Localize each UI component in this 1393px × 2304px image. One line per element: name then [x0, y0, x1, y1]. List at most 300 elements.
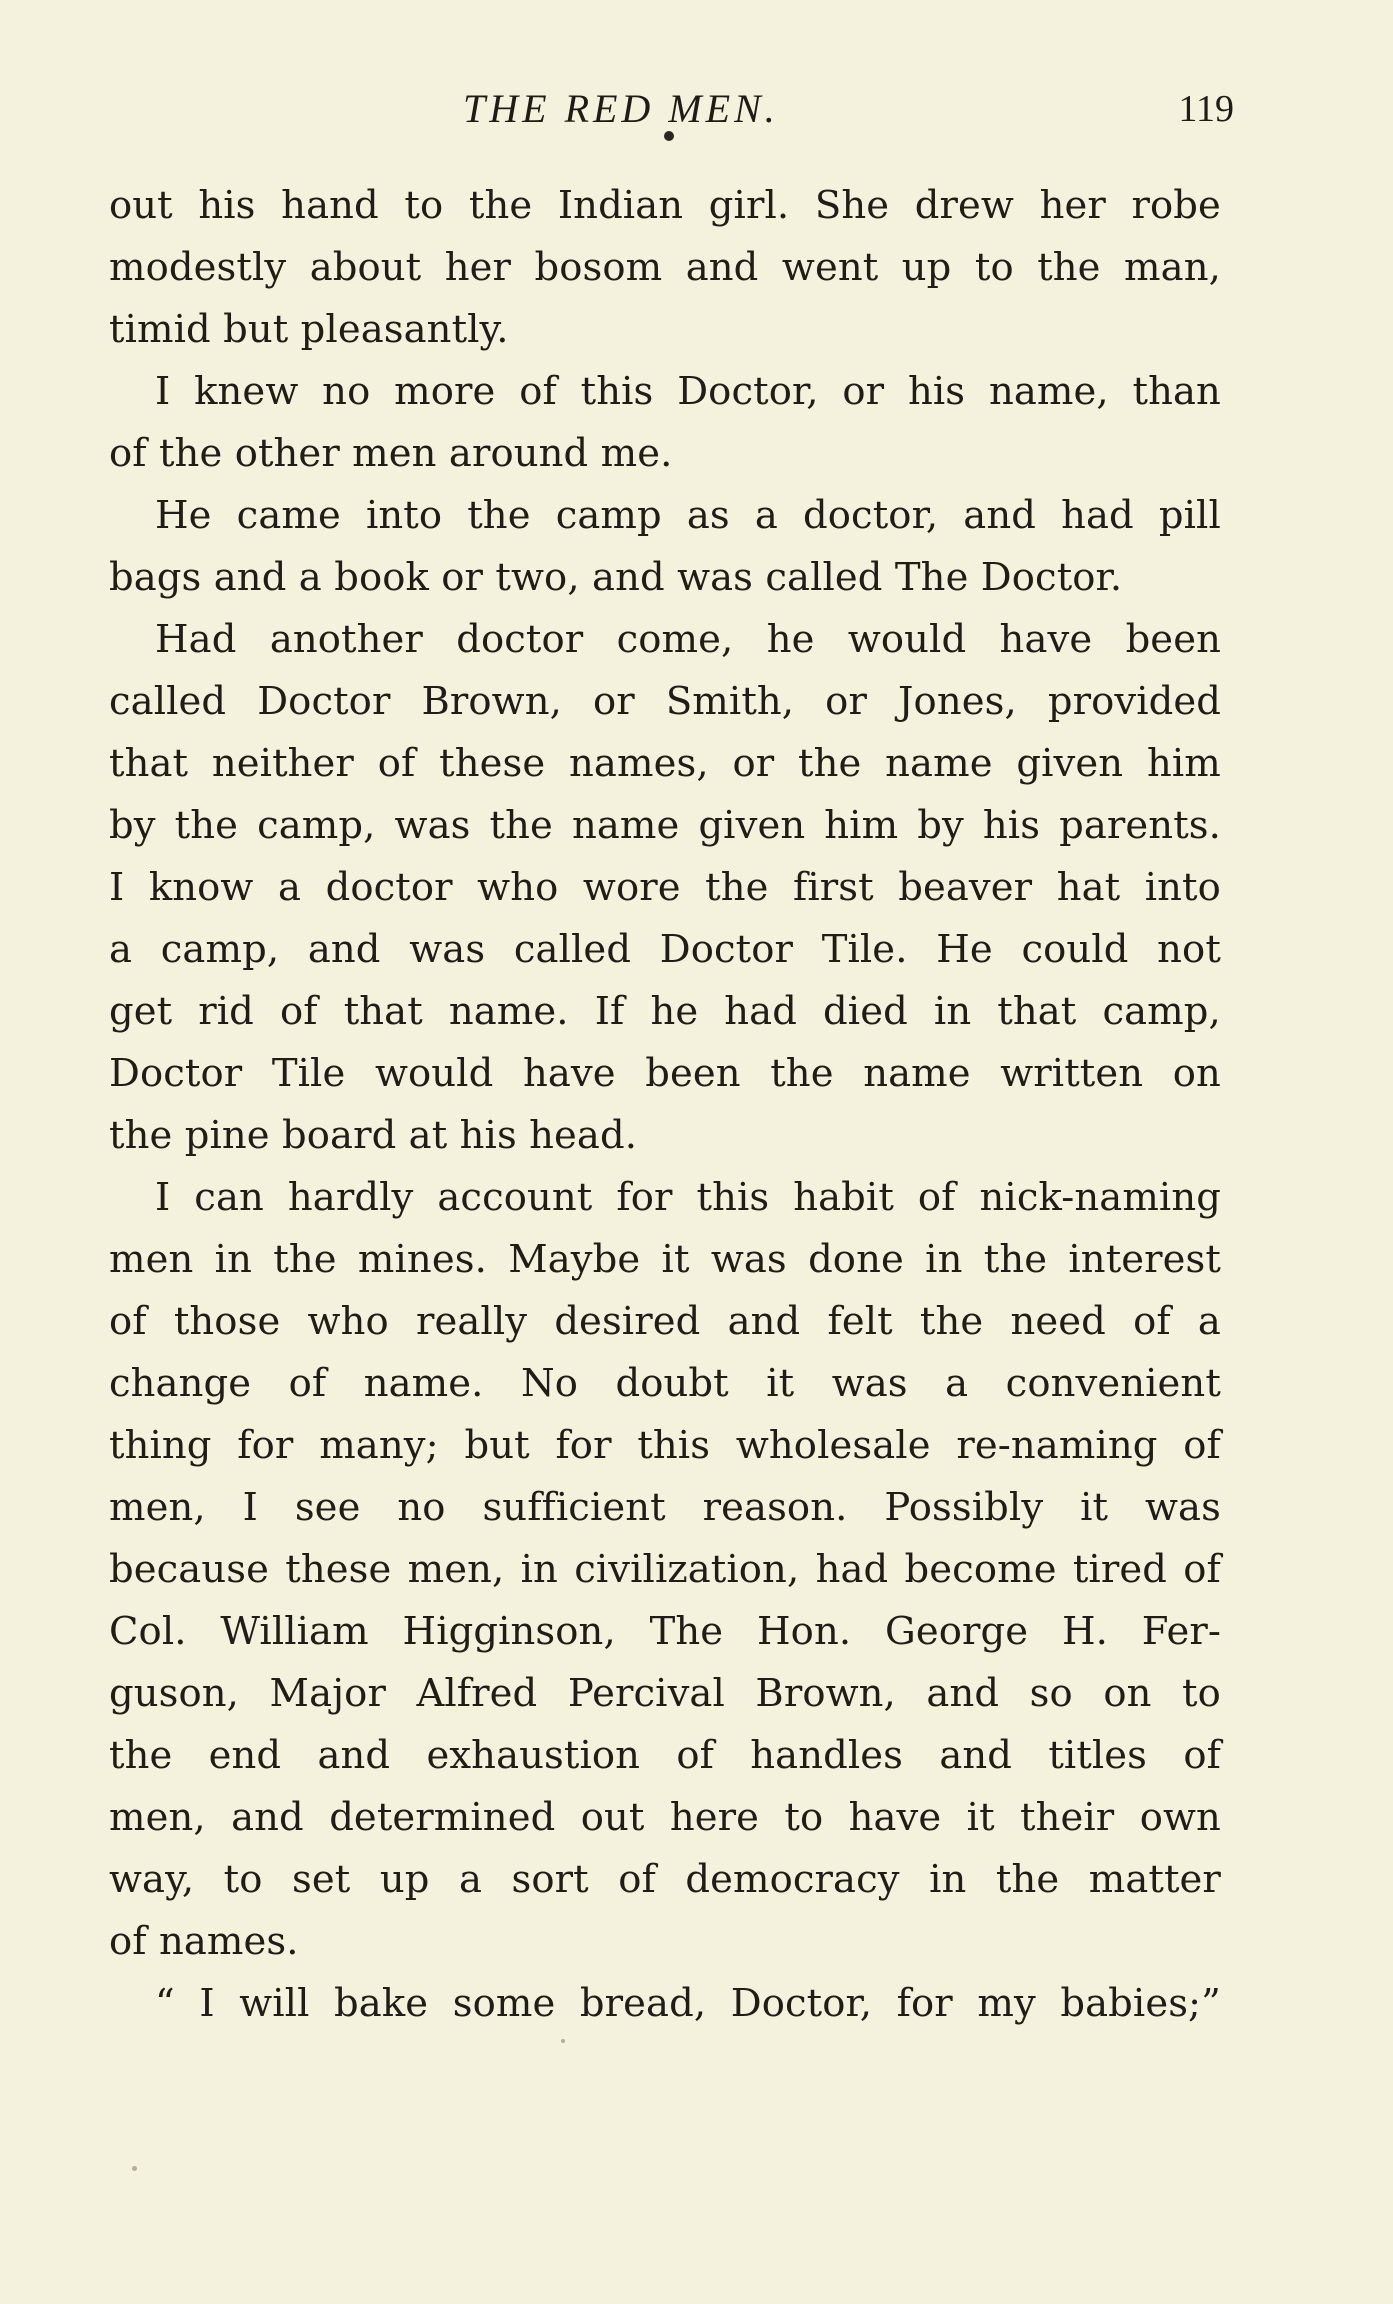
running-head — [463, 84, 1234, 134]
text-word: or — [441, 555, 484, 600]
text-word: head. — [529, 1113, 638, 1158]
text-word: the — [174, 803, 239, 848]
text-word: this — [637, 1423, 711, 1468]
text-word: need — [1010, 1299, 1106, 1344]
text-word: exhaustion — [426, 1733, 641, 1778]
text-word: name. — [363, 1361, 484, 1406]
text-word: pine — [184, 1113, 270, 1158]
text-word: have — [522, 1051, 616, 1096]
text-line — [109, 1229, 1221, 1291]
text-word: guson, — [109, 1671, 240, 1716]
text-word: at — [408, 1113, 448, 1158]
text-word: No — [520, 1361, 579, 1406]
text-word: girl. — [708, 183, 790, 228]
text-word: because — [109, 1547, 269, 1592]
text-word: Smith, — [665, 679, 795, 724]
text-word: democracy — [685, 1857, 900, 1902]
text-word: bags — [109, 555, 202, 600]
text-word: handles — [750, 1733, 904, 1778]
paper-speck — [561, 2039, 565, 2043]
text-word: and — [231, 1795, 304, 1840]
text-word: about — [309, 245, 422, 290]
text-word: on — [1172, 1051, 1221, 1096]
text-word: account — [437, 1175, 593, 1220]
text-word: that — [343, 989, 423, 1034]
text-line — [109, 1663, 1221, 1725]
text-word: He — [155, 493, 212, 538]
text-word: to — [1182, 1671, 1221, 1716]
text-word: Tile — [271, 1051, 346, 1096]
text-word: around — [448, 431, 589, 476]
text-word: Higginson, — [402, 1609, 616, 1654]
text-word: in — [929, 1857, 967, 1902]
text-word: my — [977, 1981, 1036, 2026]
text-line — [109, 671, 1221, 733]
text-word: him — [1146, 741, 1221, 786]
text-word: I — [155, 369, 171, 414]
text-line — [109, 1167, 1221, 1229]
text-line — [109, 1415, 1221, 1477]
text-word: for — [237, 1423, 294, 1468]
text-word: book — [334, 555, 429, 600]
text-word: man, — [1124, 245, 1221, 290]
text-word: was — [831, 1361, 908, 1406]
text-word: for — [896, 1981, 953, 2026]
text-word: been — [1125, 617, 1221, 662]
text-word: was — [677, 555, 754, 600]
text-word: up — [379, 1857, 430, 1902]
text-line — [109, 1539, 1221, 1601]
text-word: it — [661, 1237, 690, 1282]
text-word: to — [223, 1857, 263, 1902]
text-word: Major — [269, 1671, 386, 1716]
text-word: hardly — [287, 1175, 414, 1220]
text-word: the — [995, 1857, 1060, 1902]
text-word: two, — [495, 555, 580, 600]
text-line — [109, 1911, 1221, 1973]
text-word: and — [926, 1671, 1000, 1716]
text-word: robe — [1131, 183, 1221, 228]
text-word: into — [365, 493, 443, 538]
text-word: the — [983, 1237, 1048, 1282]
text-word: had — [815, 1547, 889, 1592]
text-word: desired — [554, 1299, 701, 1344]
text-word: camp — [555, 493, 662, 538]
text-word: name, — [988, 369, 1109, 414]
text-word: in — [520, 1547, 558, 1592]
text-word: had — [1061, 493, 1134, 538]
text-line — [109, 1291, 1221, 1353]
text-word: have — [999, 617, 1093, 662]
text-word: have — [848, 1795, 942, 1840]
text-word: William — [220, 1609, 369, 1654]
text-word: name. — [448, 989, 569, 1034]
text-word: the — [919, 1299, 984, 1344]
text-word: Possibly — [884, 1485, 1044, 1530]
text-word: written — [1000, 1051, 1144, 1096]
text-word: who — [307, 1299, 389, 1344]
text-word: done — [808, 1237, 904, 1282]
text-word: called — [109, 679, 227, 724]
text-word: of — [280, 989, 318, 1034]
text-word: a — [109, 927, 133, 972]
text-word: a — [754, 493, 778, 538]
text-word: his — [907, 369, 966, 414]
text-line — [109, 857, 1221, 919]
text-line — [109, 1849, 1221, 1911]
text-word: end — [208, 1733, 282, 1778]
text-word: a — [458, 1857, 483, 1902]
text-word: was — [394, 803, 471, 848]
text-word: it — [966, 1795, 995, 1840]
text-line — [109, 609, 1221, 671]
text-word: really — [415, 1299, 528, 1344]
text-word: many; — [319, 1423, 439, 1468]
text-word: set — [292, 1857, 351, 1902]
text-word: of — [1133, 1299, 1171, 1344]
text-word: camp, — [257, 803, 376, 848]
text-word: a — [298, 555, 322, 600]
text-word: called — [513, 927, 632, 972]
text-word: was — [710, 1237, 787, 1282]
text-word: of — [917, 1175, 956, 1220]
text-word: hat — [1056, 865, 1121, 910]
text-word: H. — [1061, 1609, 1108, 1654]
text-word: get — [109, 989, 173, 1034]
text-word: She — [814, 183, 890, 228]
text-line — [109, 1973, 1221, 2035]
text-word: the — [158, 431, 223, 476]
text-word: wholesale — [735, 1423, 931, 1468]
text-word: matter — [1088, 1857, 1221, 1902]
text-word: men — [109, 1237, 194, 1282]
text-word: doctor — [456, 617, 584, 662]
text-word: would — [847, 617, 967, 662]
text-word: The — [649, 1609, 724, 1654]
text-word: by — [917, 803, 964, 848]
text-line — [109, 919, 1221, 981]
text-word: another — [269, 617, 423, 662]
text-word: thing — [109, 1423, 212, 1468]
text-word: the — [798, 741, 862, 786]
text-word: the — [770, 1051, 834, 1096]
text-word: in — [925, 1237, 963, 1282]
text-word: for — [616, 1175, 673, 1220]
text-word: of — [618, 1857, 656, 1902]
text-word: interest — [1068, 1237, 1221, 1282]
text-word: determined — [329, 1795, 556, 1840]
text-word: bake — [334, 1981, 429, 2026]
text-word: some — [452, 1981, 556, 2026]
text-word: and — [939, 1733, 1013, 1778]
text-word: his — [459, 1113, 517, 1158]
text-word: called — [765, 555, 883, 600]
text-word: Percival — [567, 1671, 725, 1716]
text-word: men — [352, 431, 437, 476]
text-word: and — [307, 927, 381, 972]
text-word: pill — [1158, 493, 1221, 538]
text-line — [109, 1787, 1221, 1849]
text-word: no — [322, 369, 371, 414]
text-word: me. — [600, 431, 673, 476]
text-word: Alfred — [416, 1671, 538, 1716]
text-word: of — [288, 1361, 327, 1406]
text-word: timid — [109, 307, 211, 352]
text-word: these — [439, 741, 546, 786]
text-word: If — [594, 989, 625, 1034]
text-word: become — [904, 1547, 1057, 1592]
text-word: name — [885, 741, 993, 786]
text-word: Brown, — [755, 1671, 896, 1716]
text-word: neither — [211, 741, 354, 786]
text-word: the — [489, 803, 553, 848]
text-line — [109, 547, 1221, 609]
text-line — [109, 1043, 1221, 1105]
text-word: for — [555, 1423, 612, 1468]
text-line — [109, 981, 1221, 1043]
text-word: and — [963, 493, 1036, 538]
text-word: nick-naming — [979, 1175, 1221, 1220]
text-word: and — [317, 1733, 391, 1778]
text-word: been — [645, 1051, 741, 1096]
text-word: came — [236, 493, 341, 538]
text-word: that — [997, 989, 1077, 1034]
text-word: to — [974, 245, 1014, 290]
text-word: titles — [1048, 1733, 1148, 1778]
text-word: by — [109, 803, 156, 848]
text-word: I — [199, 1981, 215, 2026]
text-word: doctor, — [803, 493, 939, 538]
text-word: the — [705, 865, 769, 910]
text-line — [109, 1601, 1221, 1663]
text-word: men, — [109, 1485, 206, 1530]
text-word: men, — [407, 1547, 505, 1592]
text-word: of — [1183, 1733, 1221, 1778]
text-word: into — [1144, 865, 1221, 910]
text-word: know — [148, 865, 254, 910]
text-word: it — [766, 1361, 795, 1406]
text-line — [109, 795, 1221, 857]
text-word: the — [273, 1237, 337, 1282]
text-line — [109, 299, 1221, 361]
text-word: her — [1039, 183, 1106, 228]
text-word: to — [784, 1795, 824, 1840]
text-word: names. — [158, 1919, 299, 1964]
text-word: first — [793, 865, 874, 910]
text-word: Doctor — [659, 927, 794, 972]
text-word: more — [394, 369, 496, 414]
text-word: of — [377, 741, 416, 786]
text-word: he — [766, 617, 815, 662]
running-title: THE RED MEN. — [463, 86, 779, 131]
text-word: his — [982, 803, 1041, 848]
text-word: of — [676, 1733, 714, 1778]
text-word: given — [698, 803, 806, 848]
text-word: Fer- — [1141, 1609, 1221, 1654]
text-word: I — [109, 865, 125, 910]
text-line — [109, 237, 1221, 299]
text-word: would — [374, 1051, 494, 1096]
text-word: in — [933, 989, 972, 1034]
text-word: Indian — [557, 183, 684, 228]
text-word: doctor — [325, 865, 453, 910]
text-word: change — [109, 1361, 252, 1406]
text-line — [109, 1353, 1221, 1415]
text-word: own — [1139, 1795, 1221, 1840]
text-word: so — [1029, 1671, 1073, 1716]
text-word: out — [109, 183, 173, 228]
text-word: as — [686, 493, 730, 538]
text-word: wore — [582, 865, 681, 910]
header-ornament-dot — [664, 131, 674, 141]
text-word: see — [294, 1485, 361, 1530]
text-word: drew — [914, 183, 1014, 228]
text-word: him — [824, 803, 899, 848]
text-word: the — [1037, 245, 1101, 290]
text-word: not — [1157, 927, 1221, 972]
text-word: the — [109, 1113, 173, 1158]
text-word: sufficient — [482, 1485, 666, 1530]
text-word: men, — [109, 1795, 206, 1840]
text-word: a — [945, 1361, 969, 1406]
text-word: died — [823, 989, 908, 1034]
text-word: was — [409, 927, 486, 972]
text-word: given — [1016, 741, 1124, 786]
text-word: the — [467, 493, 531, 538]
text-word: it — [1080, 1485, 1109, 1530]
text-word: beaver — [898, 865, 1033, 910]
text-word: mines. — [357, 1237, 487, 1282]
text-word: felt — [827, 1299, 893, 1344]
text-line — [109, 485, 1221, 547]
text-word: of — [109, 1299, 147, 1344]
text-word: can — [194, 1175, 264, 1220]
text-word: sort — [511, 1857, 589, 1902]
text-word: parents. — [1059, 803, 1221, 848]
text-word: that — [109, 741, 189, 786]
text-word: this — [580, 369, 654, 414]
text-word: a — [1197, 1299, 1221, 1344]
text-word: his — [198, 183, 256, 228]
text-word: Doctor, — [677, 369, 819, 414]
text-word: had — [724, 989, 797, 1034]
text-line — [109, 1725, 1221, 1787]
text-word: and — [213, 555, 287, 600]
text-word: board — [282, 1113, 397, 1158]
text-word: and — [592, 555, 665, 600]
text-word: Maybe — [508, 1237, 641, 1282]
body-text — [109, 175, 1221, 2035]
text-word: Doctor — [109, 1051, 243, 1096]
text-word: way, — [109, 1857, 195, 1902]
text-word: tired — [1072, 1547, 1167, 1592]
text-word: up — [901, 245, 952, 290]
text-line — [109, 361, 1221, 423]
text-word: name — [571, 803, 680, 848]
text-word: will — [239, 1981, 310, 2026]
text-word: the — [109, 1733, 173, 1778]
text-word: other — [234, 431, 340, 476]
text-word: here — [669, 1795, 759, 1840]
text-line — [109, 1477, 1221, 1539]
text-word: pleasantly. — [300, 307, 509, 352]
text-word: their — [1020, 1795, 1115, 1840]
text-word: doubt — [615, 1361, 729, 1406]
text-word: but — [223, 307, 289, 352]
text-word: or — [732, 741, 775, 786]
text-word: The — [894, 555, 969, 600]
text-word: but — [464, 1423, 530, 1468]
text-word: Jones, — [898, 679, 1017, 724]
text-word: names, — [569, 741, 709, 786]
text-word: I — [155, 1175, 171, 1220]
text-word: Brown, — [421, 679, 562, 724]
text-word: come, — [616, 617, 734, 662]
text-word: or — [842, 369, 885, 414]
text-word: could — [1021, 927, 1129, 972]
text-word: and — [727, 1299, 801, 1344]
text-word: rid — [198, 989, 254, 1034]
text-word: civilization, — [574, 1547, 800, 1592]
text-word: of — [1183, 1423, 1221, 1468]
text-word: camp, — [160, 927, 280, 972]
text-word: habit — [793, 1175, 894, 1220]
text-word: Doctor, — [730, 1981, 873, 2026]
text-line — [109, 1105, 1221, 1167]
text-word: or — [825, 679, 867, 724]
text-word: was — [1144, 1485, 1221, 1530]
text-word: on — [1103, 1671, 1152, 1716]
text-word: the — [468, 183, 533, 228]
text-word: convenient — [1005, 1361, 1221, 1406]
text-word: Doctor. — [980, 555, 1123, 600]
text-word: babies;” — [1060, 1981, 1221, 2026]
text-word: provided — [1047, 679, 1221, 724]
paper-speck — [132, 2166, 137, 2171]
text-word: of — [109, 431, 147, 476]
text-word: I — [242, 1485, 258, 1530]
text-word: this — [696, 1175, 770, 1220]
text-word: knew — [194, 369, 299, 414]
page-number: 119 — [1178, 88, 1234, 130]
text-word: those — [173, 1299, 281, 1344]
text-word: than — [1132, 369, 1221, 414]
text-word: Tile. — [821, 927, 908, 972]
text-line — [109, 175, 1221, 237]
text-line — [109, 733, 1221, 795]
text-word: who — [477, 865, 559, 910]
text-word: re-naming — [956, 1423, 1158, 1468]
text-word: in — [214, 1237, 252, 1282]
text-word: no — [397, 1485, 446, 1530]
text-word: Had — [155, 617, 237, 662]
text-word: out — [580, 1795, 645, 1840]
text-word: of — [109, 1919, 147, 1964]
text-word: camp, — [1102, 989, 1221, 1034]
text-word: of — [1183, 1547, 1221, 1592]
text-word: he — [650, 989, 699, 1034]
text-word: “ — [155, 1981, 175, 2026]
text-word: George — [884, 1609, 1029, 1654]
text-word: these — [285, 1547, 392, 1592]
text-word: a — [278, 865, 302, 910]
text-word: Doctor — [257, 679, 391, 724]
text-word: modestly — [109, 245, 287, 290]
text-word: Hon. — [756, 1609, 852, 1654]
text-word: hand — [281, 183, 379, 228]
text-line — [109, 423, 1221, 485]
text-word: Col. — [109, 1609, 187, 1654]
